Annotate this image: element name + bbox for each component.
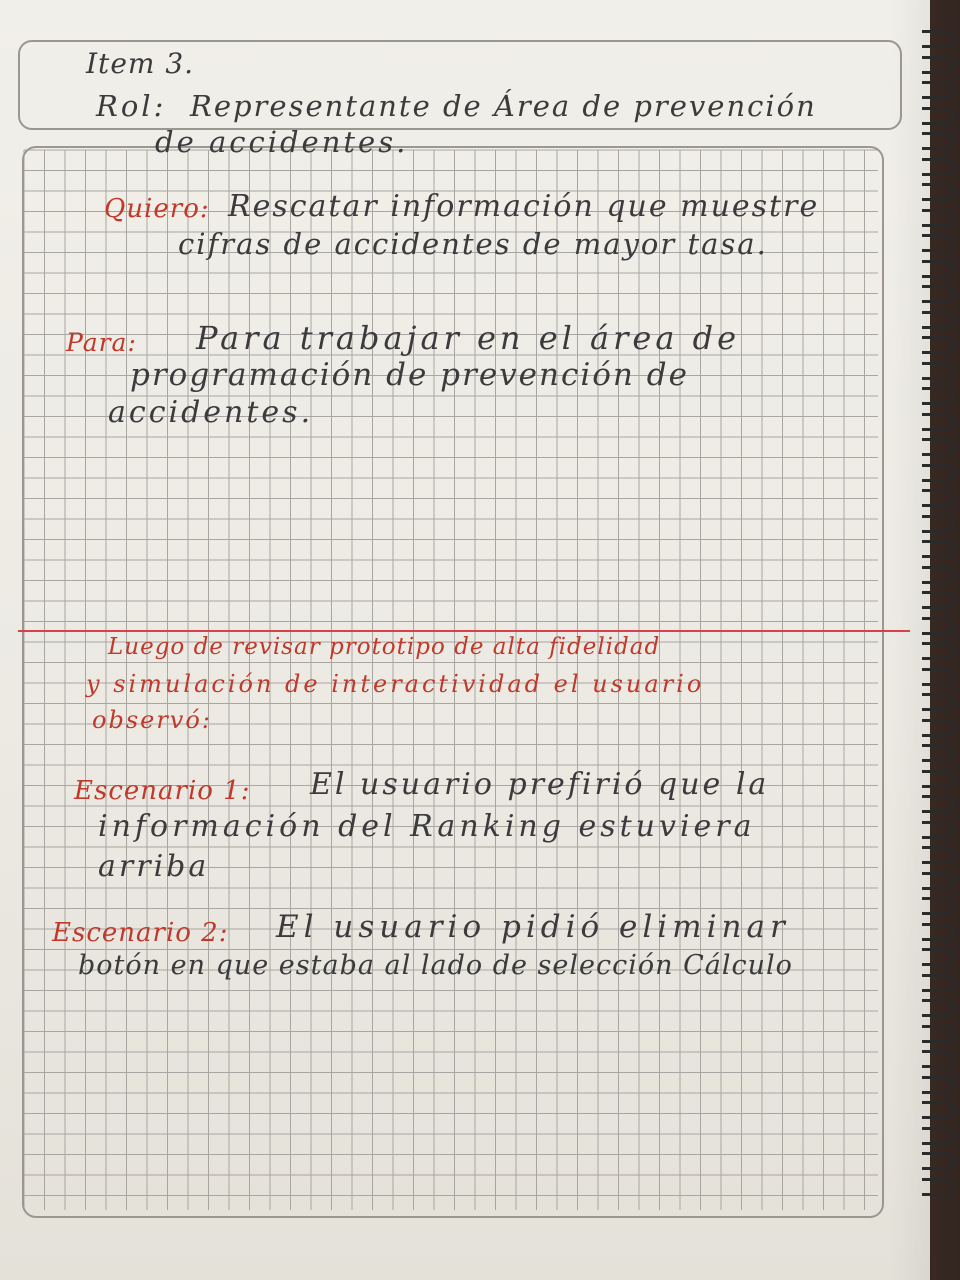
spiral-coil	[922, 719, 955, 737]
spiral-coil	[922, 285, 955, 303]
quiero-label: Quiero:	[104, 194, 210, 224]
spiral-coil	[922, 566, 955, 584]
spiral-coil	[922, 795, 955, 813]
para-line1: Para trabajar en el área de	[196, 319, 741, 357]
spiral-coil	[922, 387, 955, 405]
spiral-coil	[922, 1050, 955, 1068]
spiral-coil	[922, 30, 955, 48]
spiral-coil	[922, 515, 955, 533]
review-line1: Luego de revisar prototipo de alta fidelidad	[108, 634, 661, 660]
spiral-coil	[922, 234, 955, 252]
spiral-coil	[922, 770, 955, 788]
spiral-coil	[922, 1152, 955, 1170]
escenario2-line2: botón en que estaba al lado de selección Cálculo	[78, 950, 793, 981]
spiral-coil	[922, 1101, 955, 1119]
rol-label: Rol:	[96, 89, 167, 123]
spiral-coil	[922, 923, 955, 941]
spiral-coil	[922, 821, 955, 839]
spiral-coil	[922, 489, 955, 507]
spiral-coil	[922, 438, 955, 456]
review-line3: observó:	[92, 706, 212, 734]
quiero-line2: cifras de accidentes de mayor tasa.	[178, 227, 768, 261]
spiral-coil	[922, 693, 955, 711]
review-line2: y simulación de interactividad el usuario	[86, 670, 705, 698]
item-title: Item 3.	[86, 47, 195, 80]
para-line3: accidentes.	[108, 395, 314, 430]
spiral-coil	[922, 183, 955, 201]
spiral-binding-icon	[922, 30, 960, 1230]
spiral-coil	[922, 1076, 955, 1094]
spiral-coil	[922, 591, 955, 609]
spiral-coil	[922, 872, 955, 890]
spiral-coil	[922, 107, 955, 125]
spiral-coil	[922, 897, 955, 915]
spiral-coil	[922, 336, 955, 354]
escenario2-line1: El usuario pidió eliminar	[276, 909, 790, 945]
spiral-coil	[922, 846, 955, 864]
rol-text-line1: Representante de Área de prevención	[190, 89, 817, 123]
spiral-coil	[922, 413, 955, 431]
spiral-coil	[922, 974, 955, 992]
escenario1-line2: información del Ranking estuviera	[98, 809, 756, 844]
escenario1-line3: arriba	[98, 849, 210, 884]
spiral-coil	[922, 1127, 955, 1145]
spiral-coil	[922, 540, 955, 558]
quiero-line1: Rescatar información que muestre	[228, 189, 820, 224]
spiral-coil	[922, 948, 955, 966]
spiral-coil	[922, 464, 955, 482]
spiral-coil	[922, 81, 955, 99]
para-label: Para:	[66, 328, 137, 357]
spiral-coil	[922, 1025, 955, 1043]
spiral-coil	[922, 132, 955, 150]
spiral-coil	[922, 158, 955, 176]
escenario1-line1: El usuario prefirió que la	[310, 767, 770, 802]
spiral-coil	[922, 209, 955, 227]
spiral-coil	[922, 311, 955, 329]
spiral-coil	[922, 744, 955, 762]
spiral-coil	[922, 999, 955, 1017]
spiral-coil	[922, 56, 955, 74]
spiral-coil	[922, 617, 955, 635]
spiral-coil	[922, 362, 955, 380]
red-divider-line	[18, 630, 910, 632]
spiral-coil	[922, 668, 955, 686]
rol-text-line2: de accidentes.	[155, 125, 409, 159]
spiral-coil	[922, 260, 955, 278]
spiral-coil	[922, 642, 955, 660]
spiral-coil	[922, 1178, 955, 1196]
escenario1-label: Escenario 1:	[74, 776, 251, 806]
para-line2: programación de prevención de	[130, 357, 689, 393]
escenario2-label: Escenario 2:	[52, 918, 229, 948]
